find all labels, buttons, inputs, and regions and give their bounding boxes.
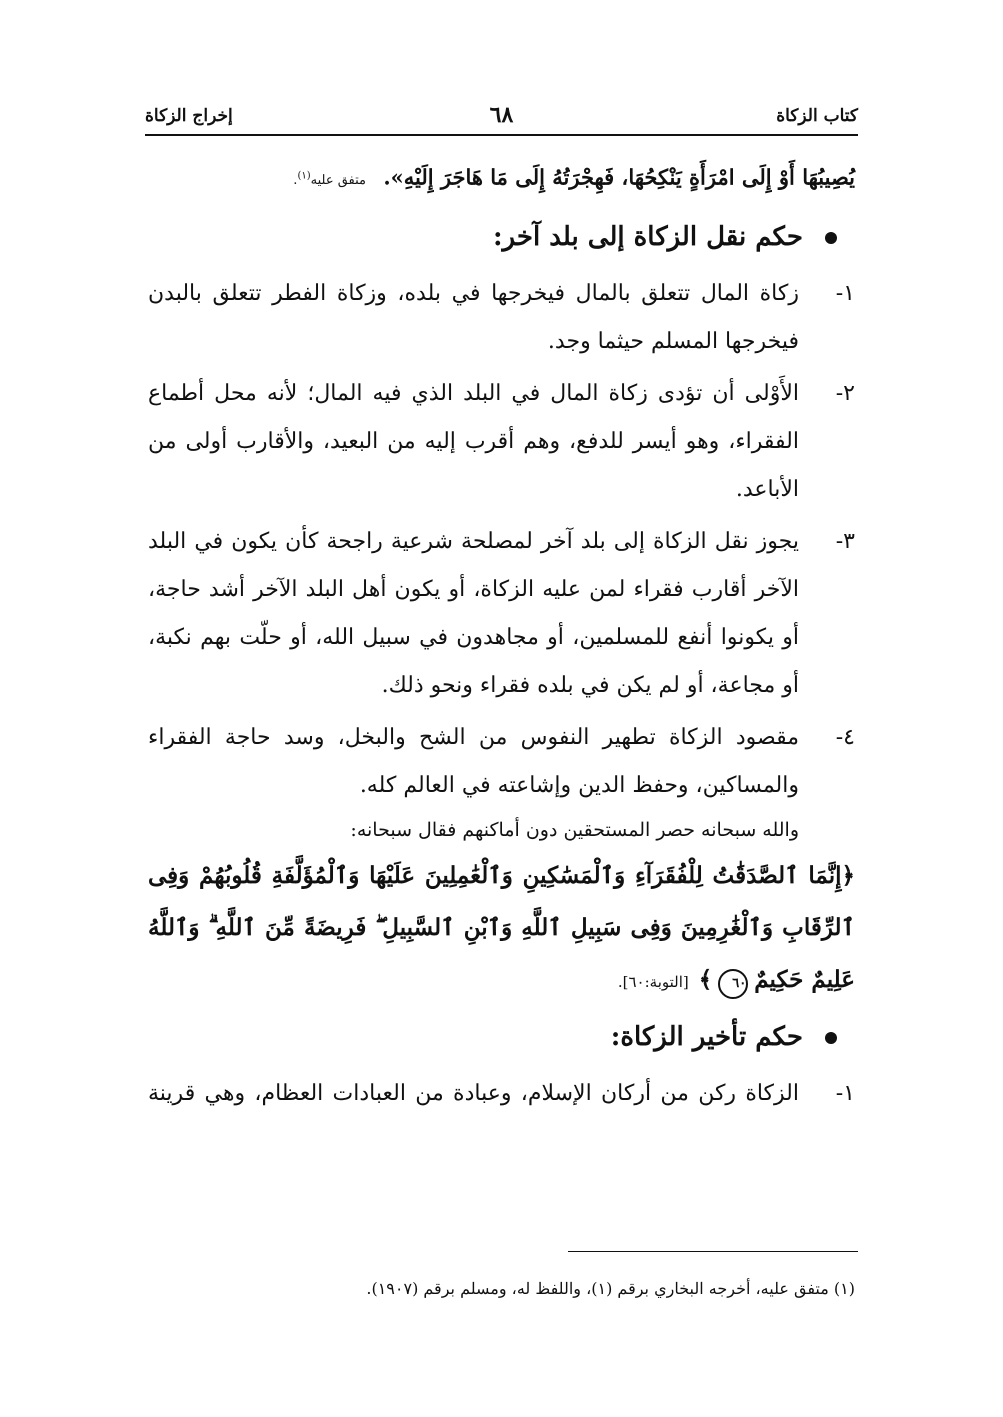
list-item <box>148 518 855 710</box>
item-number: ٣- <box>835 529 855 555</box>
item-number: ١- <box>835 281 855 307</box>
item-text: يجوز نقل الزكاة إلى بلد آخر لمصلحة شرعية راجحة كأن يكون في البلد الآخر أقارب فقراء لمن عليه الزكاة، أو يكون أهل البلد الآخر أشد حاجة، أو يكونوا أنفع للمسلمين، أو مجاهدون في سبيل الله، أو حلّت بهم نكبة، أو مجاعة، أو لم يكن في بلده فقراء ونحو ذلك. <box>148 529 799 699</box>
header-chapter-title: إخراج الزكاة <box>145 106 233 126</box>
page-number: ٦٨ <box>489 102 514 128</box>
item-text: الأَوْلى أن تؤدى زكاة المال في البلد الذي فيه المال؛ لأنه محل أطماع الفقراء، وهو أيسر للدفع، وهم أقرب إليه من البعيد، والأقارب أولى من الأباعد. <box>148 381 799 503</box>
list-item <box>148 270 855 366</box>
page-body <box>148 150 855 1118</box>
item-text: زكاة المال تتعلق بالمال فيخرجها في بلده، وزكاة الفطر تتعلق بالبدن فيخرجها المسلم حيثما وجد. <box>148 281 799 355</box>
hadith-text: يُصِيبُهَا أَوْ إِلَى امْرَأَةٍ يَنْكِحُهَا، فَهِجْرَتُهُ إِلَى مَا هَاجَرَ إِلَيْهِ». <box>383 164 855 190</box>
verse-close-bracket: ﴾ <box>698 966 713 994</box>
hadith-source: متفق عليه$^{(١)}$. <box>293 171 367 189</box>
item-text: مقصود الزكاة تطهير النفوس من الشح والبخل، وسد حاجة الفقراء والمساكين، وحفظ الدين وإشاعته في العالم كله. <box>148 725 799 799</box>
item-number: ٢- <box>835 381 855 407</box>
item-number: ١- <box>835 1081 855 1107</box>
section-heading-transfer: حكم نقل الزكاة إلى بلد آخر: <box>148 208 837 266</box>
header-book-title: كتاب الزكاة <box>776 106 858 126</box>
verse-open-bracket: ﴿ <box>841 862 855 890</box>
item-text: الزكاة ركن من أركان الإسلام، وعبادة من العبادات العظام، وهي قرينة <box>148 1081 799 1107</box>
bullet-icon <box>825 232 837 244</box>
section-heading-delay: حكم تأخير الزكاة: <box>148 1008 837 1066</box>
list-item <box>148 370 855 514</box>
running-header <box>145 100 858 136</box>
list-item <box>148 1070 855 1118</box>
verse-reference: [التوبة:٦٠]. <box>617 973 689 992</box>
footnote: (١) متفق عليه، أخرجه البخاري برقم (١)، واللفظ له، ومسلم برقم (١٩٠٧). <box>366 1279 855 1298</box>
footnote-marker: (١) <box>297 171 311 182</box>
list-item <box>148 714 855 810</box>
quran-intro: والله سبحانه حصر المستحقين دون أماكنهم فقال سبحانه: <box>350 819 799 842</box>
quran-verse <box>148 850 855 1008</box>
footnote-divider <box>568 1251 858 1252</box>
header-divider <box>145 134 858 136</box>
hadith-continuation <box>148 150 855 208</box>
verse-text: إِنَّمَا ٱلصَّدَقَٰتُ لِلْفُقَرَآءِ وَٱلْمَسَٰكِينِ وَٱلْعَٰمِلِينَ عَلَيْهَا وَٱلْمُؤَلَّفَةِ قُلُوبُهُمْ وَفِى ٱلرِّقَابِ وَٱلْغَٰرِمِينَ وَفِى سَبِيلِ ٱللَّهِ وَٱبْنِ ٱلسَّبِيلِ ۖ فَرِيضَةً مِّنَ ٱللَّهِ ۗ وَٱللَّهُ عَلِيمٌ حَكِيمٌ <box>148 862 855 994</box>
bullet-icon <box>825 1032 837 1044</box>
item-number: ٤- <box>835 725 855 751</box>
ayah-number-icon: ٦٠ <box>718 969 748 999</box>
